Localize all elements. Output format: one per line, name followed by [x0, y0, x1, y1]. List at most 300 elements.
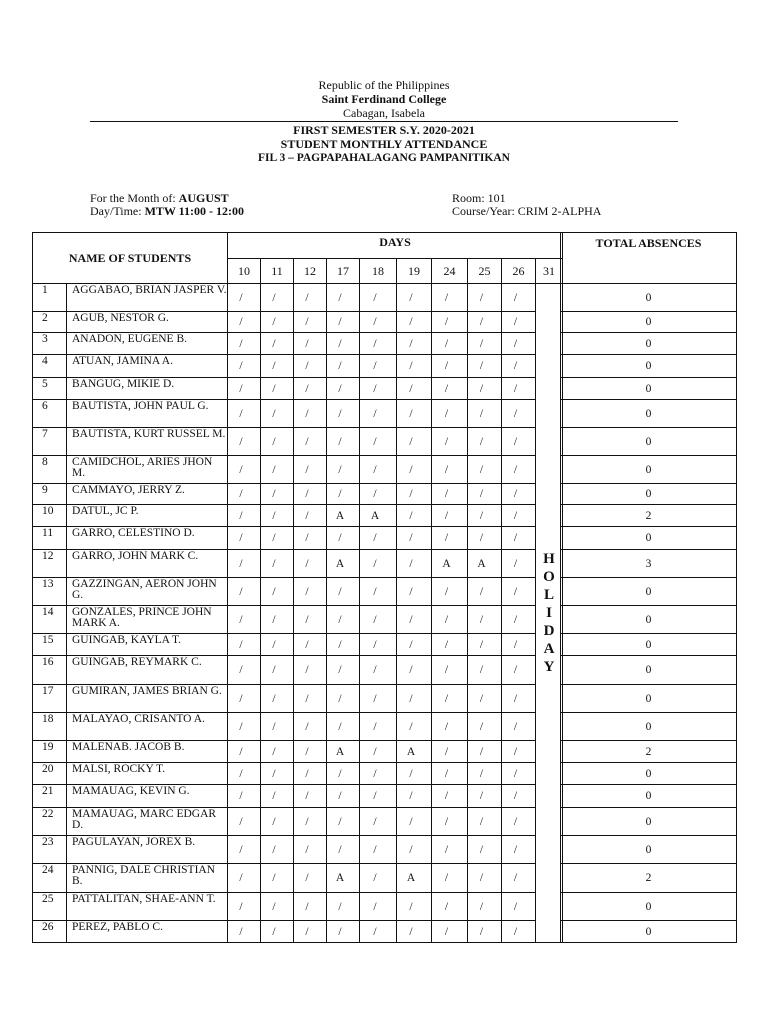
attendance-mark — [432, 656, 468, 685]
attendance-mark — [432, 864, 468, 893]
course-info — [452, 205, 601, 218]
attendance-mark — [228, 634, 261, 656]
attendance-mark — [360, 634, 397, 656]
attendance-mark — [294, 505, 327, 527]
row-number: 19 — [33, 741, 67, 763]
attendance-mark-text: A — [370, 509, 380, 522]
attendance-mark-text: / — [479, 291, 484, 304]
attendance-mark — [228, 808, 261, 836]
attendance-mark-text: / — [409, 291, 413, 304]
total-row — [561, 484, 737, 505]
attendance-mark — [502, 656, 536, 685]
student-name: ATUAN, JAMINA A. — [67, 355, 228, 378]
attendance-mark — [294, 378, 327, 400]
total-row — [561, 864, 737, 893]
attendance-mark-text: / — [409, 664, 413, 676]
attendance-mark — [502, 527, 536, 550]
attendance-mark-text: / — [239, 488, 243, 500]
attendance-mark-text: / — [409, 532, 413, 544]
attendance-mark — [432, 921, 468, 943]
attendance-mark — [294, 785, 327, 808]
attendance-mark — [360, 785, 397, 808]
attendance-mark — [294, 333, 327, 355]
attendance-mark — [397, 836, 432, 864]
student-name: PATTALITAN, SHAE-ANN T. — [67, 893, 228, 921]
attendance-mark — [397, 578, 432, 606]
attendance-mark-text: / — [305, 815, 309, 828]
student-row — [33, 634, 563, 656]
attendance-mark-text: / — [338, 532, 342, 544]
attendance-mark — [432, 808, 468, 836]
attendance-mark — [502, 634, 536, 656]
attendance-mark — [327, 550, 360, 578]
attendance-mark-text: / — [444, 692, 449, 705]
total-row — [561, 656, 737, 685]
attendance-mark-text: / — [373, 360, 377, 372]
attendance-mark-text: / — [272, 900, 276, 913]
student-row — [33, 864, 563, 893]
student-name: PEREZ, PABLO C. — [67, 921, 228, 943]
day-header: 12 — [294, 259, 327, 284]
attendance-mark-text: / — [239, 843, 243, 856]
attendance-mark — [432, 378, 468, 400]
attendance-mark-text: / — [513, 843, 518, 856]
attendance-mark — [327, 505, 360, 527]
attendance-mark — [228, 864, 261, 893]
attendance-mark — [294, 400, 327, 428]
total-absences-value: 0 — [561, 456, 737, 484]
holiday-letter: Y — [543, 659, 555, 675]
attendance-mark — [468, 484, 502, 505]
day-header: 31 — [536, 259, 563, 284]
attendance-mark-text: / — [239, 291, 243, 304]
attendance-mark-text: / — [239, 463, 243, 476]
attendance-mark — [228, 378, 261, 400]
total-absences-value: 0 — [561, 527, 737, 550]
attendance-mark — [468, 333, 502, 355]
day-header: 18 — [360, 259, 397, 284]
total-absences-value: 0 — [561, 378, 737, 400]
attendance-mark — [294, 864, 327, 893]
day-header: 17 — [327, 259, 360, 284]
student-row — [33, 333, 563, 355]
attendance-mark — [397, 741, 432, 763]
total-row — [561, 456, 737, 484]
attendance-mark-text: / — [272, 316, 276, 328]
attendance-mark-text: / — [444, 767, 449, 780]
attendance-mark-text: / — [239, 767, 243, 780]
attendance-mark — [261, 713, 294, 741]
attendance-mark-text: / — [409, 815, 413, 828]
attendance-mark-text: / — [272, 767, 276, 780]
attendance-mark — [327, 763, 360, 785]
attendance-mark-text: / — [444, 843, 449, 856]
attendance-mark — [432, 284, 468, 312]
attendance-mark — [261, 741, 294, 763]
attendance-mark-text: / — [305, 664, 309, 676]
attendance-mark-text: / — [239, 720, 243, 733]
attendance-mark — [468, 505, 502, 527]
attendance-mark-text: / — [444, 613, 449, 626]
attendance-mark — [228, 836, 261, 864]
attendance-mark-text: / — [272, 692, 276, 705]
attendance-mark-text: / — [513, 900, 518, 913]
student-row — [33, 685, 563, 713]
attendance-mark-text: / — [239, 557, 243, 570]
attendance-mark — [228, 312, 261, 333]
attendance-mark — [468, 713, 502, 741]
student-name: MAMAUAG, KEVIN G. — [67, 785, 228, 808]
attendance-mark — [397, 685, 432, 713]
attendance-mark — [360, 763, 397, 785]
attendance-mark — [432, 836, 468, 864]
attendance-mark-text: / — [513, 463, 518, 476]
report-title: STUDENT MONTHLY ATTENDANCE — [280, 137, 488, 151]
attendance-mark — [294, 428, 327, 456]
attendance-mark-text: / — [513, 925, 518, 938]
attendance-mark-text: A — [477, 557, 486, 570]
attendance-mark-text: / — [373, 925, 377, 938]
attendance-mark-text: / — [305, 745, 309, 758]
attendance-mark — [468, 550, 502, 578]
attendance-mark — [468, 606, 502, 634]
row-number: 18 — [33, 713, 67, 741]
student-name: CAMIDCHOL, ARIES JHON M. — [67, 456, 228, 484]
attendance-mark — [360, 484, 397, 505]
daytime-value: MTW 11:00 - 12:00 — [144, 204, 245, 218]
row-number: 5 — [33, 378, 67, 400]
attendance-mark — [432, 713, 468, 741]
attendance-mark — [502, 685, 536, 713]
attendance-mark-text: / — [513, 488, 518, 500]
student-row — [33, 484, 563, 505]
attendance-mark — [294, 685, 327, 713]
attendance-mark — [261, 836, 294, 864]
attendance-mark — [397, 893, 432, 921]
attendance-mark-text: / — [409, 557, 413, 570]
attendance-mark — [228, 741, 261, 763]
total-absences-header: TOTAL ABSENCES — [561, 233, 737, 284]
row-number: 23 — [33, 836, 67, 864]
attendance-mark-text: / — [513, 745, 518, 758]
row-number: 2 — [33, 312, 67, 333]
attendance-mark-text: / — [305, 872, 309, 884]
student-row — [33, 428, 563, 456]
attendance-mark-text: / — [373, 613, 377, 626]
attendance-mark — [397, 550, 432, 578]
attendance-mark — [294, 763, 327, 785]
attendance-mark-text: / — [338, 291, 342, 304]
attendance-mark — [397, 456, 432, 484]
attendance-mark-text: / — [338, 613, 342, 626]
attendance-mark-text: / — [272, 337, 276, 350]
attendance-mark-text: / — [479, 843, 484, 856]
attendance-mark — [432, 634, 468, 656]
attendance-mark-text: A — [406, 745, 416, 758]
attendance-mark — [228, 606, 261, 634]
total-row — [561, 741, 737, 763]
attendance-mark-text: / — [444, 488, 449, 500]
holiday-letter: I — [546, 605, 552, 621]
attendance-mark — [502, 428, 536, 456]
attendance-mark — [468, 312, 502, 333]
row-number: 24 — [33, 864, 67, 893]
attendance-mark-text: / — [513, 557, 518, 570]
total-row — [561, 527, 737, 550]
attendance-mark-text: / — [239, 745, 243, 758]
student-row — [33, 505, 563, 527]
day-header: 11 — [261, 259, 294, 284]
attendance-mark-text: / — [444, 382, 449, 395]
row-number: 3 — [33, 333, 67, 355]
attendance-mark — [327, 355, 360, 378]
attendance-mark-text: / — [305, 316, 309, 328]
attendance-mark-text: / — [479, 337, 484, 350]
school-location: Cabagan, Isabela — [343, 106, 425, 120]
attendance-mark — [327, 400, 360, 428]
student-row — [33, 355, 563, 378]
student-name: ANADON, EUGENE B. — [67, 333, 228, 355]
attendance-mark-text: / — [338, 925, 342, 938]
attendance-mark — [502, 400, 536, 428]
holiday-letter: O — [543, 569, 555, 585]
attendance-mark-text: / — [409, 463, 413, 476]
subject-line: FIL 3 – PAGPAPAHALAGANG PAMPANITIKAN — [258, 152, 510, 164]
attendance-mark — [432, 606, 468, 634]
attendance-mark-text: / — [373, 382, 377, 395]
attendance-mark — [502, 505, 536, 527]
day-header: 19 — [397, 259, 432, 284]
attendance-mark-text: / — [272, 382, 276, 395]
attendance-mark-text: / — [479, 745, 484, 758]
attendance-mark-text: / — [373, 638, 377, 651]
attendance-mark-text: A — [406, 872, 416, 884]
attendance-mark — [228, 284, 261, 312]
attendance-mark-text: / — [338, 720, 342, 733]
attendance-mark — [294, 527, 327, 550]
attendance-mark-text: / — [409, 585, 413, 598]
attendance-mark — [327, 606, 360, 634]
total-row — [561, 428, 737, 456]
attendance-mark-text: / — [305, 435, 309, 448]
attendance-mark-text: / — [239, 435, 243, 448]
total-absences-value: 2 — [561, 864, 737, 893]
student-row — [33, 713, 563, 741]
attendance-mark — [468, 400, 502, 428]
attendance-mark — [261, 763, 294, 785]
attendance-mark — [432, 893, 468, 921]
row-number: 10 — [33, 505, 67, 527]
attendance-mark — [360, 400, 397, 428]
total-row — [561, 505, 737, 527]
attendance-mark — [397, 400, 432, 428]
attendance-mark-text: / — [338, 767, 342, 780]
attendance-mark-text: / — [444, 900, 449, 913]
attendance-mark-text: / — [513, 767, 518, 780]
day-header: 24 — [432, 259, 468, 284]
attendance-mark — [327, 685, 360, 713]
attendance-mark — [228, 456, 261, 484]
attendance-mark — [468, 656, 502, 685]
room-label: Room: — [452, 191, 485, 205]
row-number: 14 — [33, 606, 67, 634]
attendance-mark-text: / — [305, 638, 309, 651]
attendance-mark-text: / — [513, 360, 518, 372]
student-name: BAUTISTA, JOHN PAUL G. — [67, 400, 228, 428]
attendance-mark-text: A — [335, 509, 345, 522]
attendance-mark — [228, 893, 261, 921]
attendance-mark-text: / — [338, 337, 342, 350]
attendance-mark-text: / — [239, 316, 243, 328]
attendance-mark — [502, 893, 536, 921]
row-number: 1 — [33, 284, 67, 312]
attendance-mark-text: / — [239, 585, 243, 598]
student-name: AGGABAO, BRIAN JASPER V. — [67, 284, 228, 312]
attendance-mark — [228, 428, 261, 456]
attendance-mark-text: / — [305, 843, 309, 856]
attendance-mark-text: / — [338, 585, 342, 598]
attendance-mark-text: / — [338, 435, 342, 448]
attendance-mark — [228, 785, 261, 808]
student-row — [33, 284, 563, 312]
attendance-mark-text: / — [239, 613, 243, 626]
total-row — [561, 634, 737, 656]
holiday-letter: A — [543, 641, 555, 657]
attendance-mark-text: / — [373, 790, 377, 802]
attendance-mark — [397, 634, 432, 656]
total-absences-value: 0 — [561, 785, 737, 808]
student-name: AGUB, NESTOR G. — [67, 312, 228, 333]
attendance-mark — [261, 378, 294, 400]
attendance-mark-text: / — [373, 291, 377, 304]
attendance-mark-text: / — [239, 872, 243, 884]
total-absences-value: 0 — [561, 400, 737, 428]
attendance-mark-text: / — [239, 925, 243, 938]
day-header: 10 — [228, 259, 261, 284]
attendance-mark — [360, 378, 397, 400]
attendance-mark — [261, 312, 294, 333]
country-line: Republic of the Philippines — [318, 78, 450, 92]
attendance-mark-text: / — [513, 337, 518, 350]
attendance-mark-text: / — [239, 382, 243, 395]
attendance-mark-text: / — [479, 613, 484, 626]
attendance-mark — [432, 578, 468, 606]
attendance-mark — [360, 284, 397, 312]
attendance-mark — [397, 378, 432, 400]
attendance-mark — [432, 505, 468, 527]
attendance-mark — [360, 333, 397, 355]
attendance-mark — [397, 921, 432, 943]
attendance-mark-text: / — [305, 382, 309, 395]
student-row — [33, 378, 563, 400]
attendance-mark — [327, 484, 360, 505]
student-row — [33, 921, 563, 943]
total-row — [561, 355, 737, 378]
attendance-mark — [261, 355, 294, 378]
attendance-mark-text: / — [239, 900, 243, 913]
attendance-mark — [468, 893, 502, 921]
attendance-mark — [502, 808, 536, 836]
total-row — [561, 685, 737, 713]
attendance-mark — [432, 355, 468, 378]
student-name: BAUTISTA, KURT RUSSEL M. — [67, 428, 228, 456]
attendance-mark — [228, 763, 261, 785]
attendance-mark — [468, 921, 502, 943]
attendance-mark — [261, 864, 294, 893]
attendance-mark-text: / — [305, 488, 309, 500]
holiday-letter: D — [543, 623, 555, 639]
attendance-mark-text: / — [239, 407, 243, 420]
attendance-mark-text: / — [444, 664, 449, 676]
attendance-mark — [397, 527, 432, 550]
total-absences-value: 0 — [561, 284, 737, 312]
student-name: MAMAUAG, MARC EDGAR D. — [67, 808, 228, 836]
attendance-mark — [432, 484, 468, 505]
attendance-mark — [432, 428, 468, 456]
row-number: 16 — [33, 656, 67, 685]
attendance-mark-text: / — [444, 463, 449, 476]
attendance-table — [32, 232, 563, 943]
month-value: AUGUST — [178, 191, 229, 205]
attendance-mark-text: / — [338, 900, 342, 913]
attendance-mark-text: / — [409, 509, 413, 522]
attendance-mark — [294, 893, 327, 921]
attendance-mark-text: / — [479, 316, 484, 328]
attendance-mark-text: / — [373, 900, 377, 913]
attendance-mark — [502, 921, 536, 943]
month-label: For the Month of: — [90, 191, 176, 205]
attendance-mark-text: / — [373, 316, 377, 328]
attendance-mark — [327, 656, 360, 685]
attendance-mark-text: / — [373, 435, 377, 448]
attendance-mark — [228, 484, 261, 505]
total-absences-value: 2 — [561, 505, 737, 527]
total-absences-value: 0 — [561, 578, 737, 606]
attendance-mark — [261, 578, 294, 606]
attendance-mark-text: / — [409, 382, 413, 395]
total-row — [561, 785, 737, 808]
attendance-mark-text: / — [239, 638, 243, 651]
semester-line: FIRST SEMESTER S.Y. 2020-2021 — [293, 123, 475, 137]
attendance-mark — [360, 505, 397, 527]
attendance-mark — [502, 741, 536, 763]
attendance-mark — [432, 333, 468, 355]
attendance-mark — [397, 713, 432, 741]
student-name: GUINGAB, REYMARK C. — [67, 656, 228, 685]
attendance-mark-text: / — [409, 790, 413, 802]
attendance-mark-text: / — [272, 585, 276, 598]
course-label: Course/Year: — [452, 204, 515, 218]
attendance-mark-text: / — [513, 872, 518, 884]
attendance-mark — [502, 484, 536, 505]
attendance-mark — [327, 808, 360, 836]
attendance-mark-text: / — [272, 509, 276, 522]
attendance-mark-text: / — [239, 509, 243, 522]
attendance-mark-text: / — [373, 337, 377, 350]
row-number: 9 — [33, 484, 67, 505]
attendance-mark-text: / — [513, 692, 518, 705]
attendance-mark — [468, 836, 502, 864]
attendance-mark — [327, 741, 360, 763]
attendance-mark — [502, 355, 536, 378]
attendance-mark-text: / — [479, 382, 484, 395]
attendance-mark — [261, 527, 294, 550]
attendance-mark — [228, 921, 261, 943]
attendance-mark-text: / — [479, 872, 484, 884]
attendance-mark — [327, 284, 360, 312]
attendance-mark-text: / — [373, 557, 377, 570]
attendance-mark-text: / — [305, 613, 309, 626]
